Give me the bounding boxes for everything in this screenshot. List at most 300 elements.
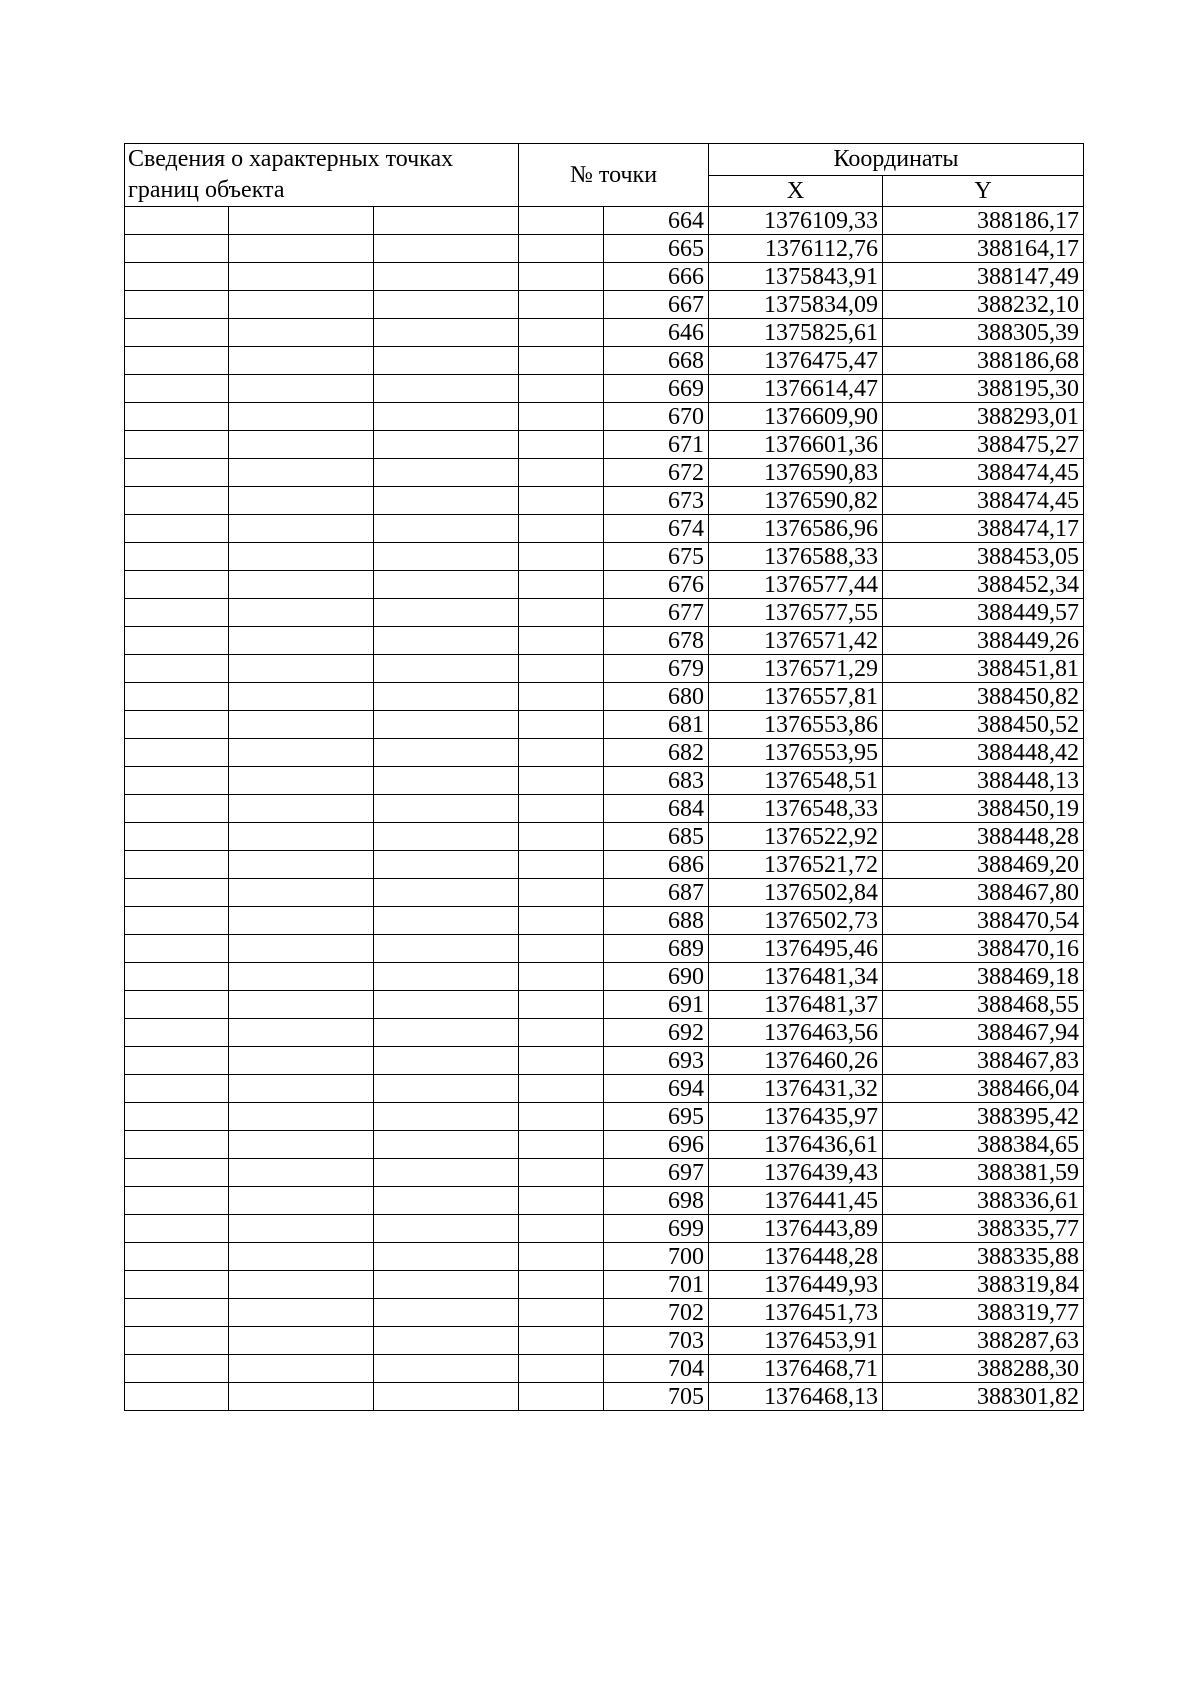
empty-cell <box>229 319 374 347</box>
point-number-cell: 673 <box>604 487 709 515</box>
point-number-cell: 690 <box>604 963 709 991</box>
x-coordinate-cell: 1376571,29 <box>709 655 883 683</box>
empty-cell <box>374 571 519 599</box>
table-row <box>125 263 1084 291</box>
empty-cell <box>374 1327 519 1355</box>
x-coordinate-cell: 1376553,95 <box>709 739 883 767</box>
empty-cell <box>374 795 519 823</box>
point-number-cell: 680 <box>604 683 709 711</box>
y-coordinate-cell: 388147,49 <box>883 263 1084 291</box>
empty-cell <box>229 1215 374 1243</box>
empty-cell <box>125 627 229 655</box>
point-number-cell: 677 <box>604 599 709 627</box>
table-row <box>125 683 1084 711</box>
empty-cell <box>374 1019 519 1047</box>
y-coordinate-cell: 388466,04 <box>883 1075 1084 1103</box>
empty-cell <box>125 1159 229 1187</box>
empty-cell <box>374 1383 519 1411</box>
empty-cell <box>125 879 229 907</box>
empty-cell <box>519 1215 604 1243</box>
table-row <box>125 599 1084 627</box>
empty-cell <box>125 935 229 963</box>
table-row <box>125 935 1084 963</box>
empty-cell <box>374 1075 519 1103</box>
table-row <box>125 347 1084 375</box>
point-number-cell: 702 <box>604 1299 709 1327</box>
coordinates-table <box>124 143 1084 1411</box>
x-coordinate-cell: 1376435,97 <box>709 1103 883 1131</box>
x-coordinate-cell: 1376548,33 <box>709 795 883 823</box>
empty-cell <box>374 1243 519 1271</box>
empty-cell <box>519 1299 604 1327</box>
empty-cell <box>374 991 519 1019</box>
empty-cell <box>519 1075 604 1103</box>
empty-cell <box>125 263 229 291</box>
point-number-cell: 666 <box>604 263 709 291</box>
empty-cell <box>125 1383 229 1411</box>
y-coordinate-cell: 388450,52 <box>883 711 1084 739</box>
empty-cell <box>229 627 374 655</box>
point-number-header: № точки <box>519 144 709 207</box>
empty-cell <box>519 235 604 263</box>
header-row-1 <box>125 144 1084 176</box>
y-coordinate-cell: 388469,20 <box>883 851 1084 879</box>
table-row <box>125 431 1084 459</box>
empty-cell <box>229 711 374 739</box>
empty-cell <box>125 347 229 375</box>
empty-cell <box>519 431 604 459</box>
empty-cell <box>519 879 604 907</box>
empty-cell <box>125 235 229 263</box>
table-row <box>125 795 1084 823</box>
table-row <box>125 543 1084 571</box>
empty-cell <box>125 711 229 739</box>
table-row <box>125 963 1084 991</box>
empty-cell <box>519 347 604 375</box>
x-coordinate-cell: 1376443,89 <box>709 1215 883 1243</box>
point-number-cell: 691 <box>604 991 709 1019</box>
empty-cell <box>374 1159 519 1187</box>
empty-cell <box>374 291 519 319</box>
empty-cell <box>374 1187 519 1215</box>
empty-cell <box>519 291 604 319</box>
y-coordinate-cell: 388469,18 <box>883 963 1084 991</box>
y-coordinate-cell: 388395,42 <box>883 1103 1084 1131</box>
table-row <box>125 767 1084 795</box>
empty-cell <box>229 1103 374 1131</box>
info-header-line1: Сведения о характерных точках <box>128 146 454 172</box>
table-row <box>125 515 1084 543</box>
point-number-cell: 689 <box>604 935 709 963</box>
point-number-cell: 687 <box>604 879 709 907</box>
point-number-cell: 684 <box>604 795 709 823</box>
table-row <box>125 627 1084 655</box>
empty-cell <box>519 907 604 935</box>
point-number-cell: 688 <box>604 907 709 935</box>
empty-cell <box>125 1019 229 1047</box>
empty-cell <box>125 571 229 599</box>
empty-cell <box>125 1103 229 1131</box>
empty-cell <box>125 767 229 795</box>
empty-cell <box>374 767 519 795</box>
empty-cell <box>519 319 604 347</box>
x-coordinate-cell: 1376521,72 <box>709 851 883 879</box>
empty-cell <box>125 1187 229 1215</box>
empty-cell <box>229 571 374 599</box>
empty-cell <box>229 683 374 711</box>
point-number-cell: 700 <box>604 1243 709 1271</box>
table-row <box>125 1383 1084 1411</box>
point-number-cell: 665 <box>604 235 709 263</box>
table-row <box>125 207 1084 235</box>
x-coordinate-cell: 1376448,28 <box>709 1243 883 1271</box>
table-row <box>125 1215 1084 1243</box>
table-row <box>125 1131 1084 1159</box>
x-coordinate-cell: 1376609,90 <box>709 403 883 431</box>
empty-cell <box>519 1327 604 1355</box>
table-row <box>125 1327 1084 1355</box>
empty-cell <box>519 1019 604 1047</box>
empty-cell <box>125 851 229 879</box>
table-row <box>125 1271 1084 1299</box>
y-coordinate-cell: 388164,17 <box>883 235 1084 263</box>
x-coordinate-cell: 1376481,34 <box>709 963 883 991</box>
empty-cell <box>374 487 519 515</box>
point-number-cell: 646 <box>604 319 709 347</box>
y-coordinate-cell: 388474,45 <box>883 459 1084 487</box>
empty-cell <box>374 907 519 935</box>
empty-cell <box>519 543 604 571</box>
x-coordinate-cell: 1376463,56 <box>709 1019 883 1047</box>
empty-cell <box>125 1271 229 1299</box>
empty-cell <box>374 851 519 879</box>
x-coordinate-cell: 1376522,92 <box>709 823 883 851</box>
empty-cell <box>519 963 604 991</box>
x-coordinate-cell: 1376441,45 <box>709 1187 883 1215</box>
empty-cell <box>519 1047 604 1075</box>
point-number-cell: 681 <box>604 711 709 739</box>
y-column-header: Y <box>883 175 1084 207</box>
point-number-cell: 669 <box>604 375 709 403</box>
empty-cell <box>229 291 374 319</box>
y-coordinate-cell: 388305,39 <box>883 319 1084 347</box>
y-coordinate-cell: 388319,84 <box>883 1271 1084 1299</box>
empty-cell <box>374 823 519 851</box>
point-number-cell: 675 <box>604 543 709 571</box>
empty-cell <box>374 207 519 235</box>
point-number-cell: 694 <box>604 1075 709 1103</box>
x-coordinate-cell: 1376590,83 <box>709 459 883 487</box>
empty-cell <box>374 1131 519 1159</box>
x-coordinate-cell: 1376468,13 <box>709 1383 883 1411</box>
empty-cell <box>125 991 229 1019</box>
point-number-cell: 697 <box>604 1159 709 1187</box>
empty-cell <box>519 599 604 627</box>
point-number-cell: 668 <box>604 347 709 375</box>
empty-cell <box>374 655 519 683</box>
empty-cell <box>229 1131 374 1159</box>
y-coordinate-cell: 388448,28 <box>883 823 1084 851</box>
empty-cell <box>374 683 519 711</box>
point-number-cell: 703 <box>604 1327 709 1355</box>
empty-cell <box>519 1383 604 1411</box>
table-row <box>125 235 1084 263</box>
empty-cell <box>374 739 519 767</box>
empty-cell <box>229 1327 374 1355</box>
point-number-cell: 682 <box>604 739 709 767</box>
empty-cell <box>374 627 519 655</box>
empty-cell <box>374 319 519 347</box>
y-coordinate-cell: 388384,65 <box>883 1131 1084 1159</box>
empty-cell <box>229 599 374 627</box>
y-coordinate-cell: 388467,80 <box>883 879 1084 907</box>
y-coordinate-cell: 388288,30 <box>883 1355 1084 1383</box>
empty-cell <box>519 767 604 795</box>
info-header-line2: границ объекта <box>128 177 285 203</box>
empty-cell <box>519 207 604 235</box>
empty-cell <box>229 487 374 515</box>
x-coordinate-cell: 1376451,73 <box>709 1299 883 1327</box>
empty-cell <box>125 431 229 459</box>
empty-cell <box>229 347 374 375</box>
empty-cell <box>519 1159 604 1187</box>
y-coordinate-cell: 388451,81 <box>883 655 1084 683</box>
empty-cell <box>125 1075 229 1103</box>
y-coordinate-cell: 388381,59 <box>883 1159 1084 1187</box>
empty-cell <box>125 599 229 627</box>
x-coordinate-cell: 1376577,55 <box>709 599 883 627</box>
table-row <box>125 823 1084 851</box>
point-number-cell: 701 <box>604 1271 709 1299</box>
empty-cell <box>229 375 374 403</box>
table-row <box>125 1299 1084 1327</box>
coordinates-header: Координаты <box>709 144 1084 176</box>
empty-cell <box>229 207 374 235</box>
empty-cell <box>125 683 229 711</box>
x-column-header: X <box>709 175 883 207</box>
y-coordinate-cell: 388450,82 <box>883 683 1084 711</box>
x-coordinate-cell: 1375834,09 <box>709 291 883 319</box>
empty-cell <box>125 823 229 851</box>
x-coordinate-cell: 1376553,86 <box>709 711 883 739</box>
x-coordinate-cell: 1376588,33 <box>709 543 883 571</box>
empty-cell <box>229 1047 374 1075</box>
empty-cell <box>519 711 604 739</box>
empty-cell <box>374 403 519 431</box>
empty-cell <box>374 711 519 739</box>
y-coordinate-cell: 388475,27 <box>883 431 1084 459</box>
empty-cell <box>125 1243 229 1271</box>
empty-cell <box>374 1355 519 1383</box>
empty-cell <box>519 683 604 711</box>
empty-cell <box>374 347 519 375</box>
x-coordinate-cell: 1376571,42 <box>709 627 883 655</box>
empty-cell <box>125 963 229 991</box>
point-number-cell: 683 <box>604 767 709 795</box>
empty-cell <box>519 935 604 963</box>
empty-cell <box>519 1271 604 1299</box>
empty-cell <box>229 767 374 795</box>
empty-cell <box>229 1187 374 1215</box>
empty-cell <box>229 543 374 571</box>
x-coordinate-cell: 1375825,61 <box>709 319 883 347</box>
x-coordinate-cell: 1376449,93 <box>709 1271 883 1299</box>
empty-cell <box>519 1131 604 1159</box>
point-number-cell: 670 <box>604 403 709 431</box>
point-number-cell: 693 <box>604 1047 709 1075</box>
x-coordinate-cell: 1376590,82 <box>709 487 883 515</box>
empty-cell <box>519 1187 604 1215</box>
empty-cell <box>374 599 519 627</box>
x-coordinate-cell: 1376453,91 <box>709 1327 883 1355</box>
empty-cell <box>229 991 374 1019</box>
x-coordinate-cell: 1376460,26 <box>709 1047 883 1075</box>
empty-cell <box>374 1103 519 1131</box>
y-coordinate-cell: 388335,77 <box>883 1215 1084 1243</box>
empty-cell <box>125 795 229 823</box>
point-number-cell: 672 <box>604 459 709 487</box>
x-coordinate-cell: 1376502,73 <box>709 907 883 935</box>
y-coordinate-cell: 388319,77 <box>883 1299 1084 1327</box>
empty-cell <box>229 1019 374 1047</box>
empty-cell <box>374 515 519 543</box>
table-row <box>125 739 1084 767</box>
empty-cell <box>229 235 374 263</box>
empty-cell <box>229 1075 374 1103</box>
empty-cell <box>125 543 229 571</box>
point-number-cell: 678 <box>604 627 709 655</box>
y-coordinate-cell: 388186,68 <box>883 347 1084 375</box>
table-row <box>125 1019 1084 1047</box>
x-coordinate-cell: 1376112,76 <box>709 235 883 263</box>
table-row <box>125 1187 1084 1215</box>
table-row <box>125 991 1084 1019</box>
empty-cell <box>519 795 604 823</box>
x-coordinate-cell: 1376495,46 <box>709 935 883 963</box>
empty-cell <box>519 1355 604 1383</box>
point-number-cell: 704 <box>604 1355 709 1383</box>
empty-cell <box>519 403 604 431</box>
empty-cell <box>125 487 229 515</box>
empty-cell <box>519 1103 604 1131</box>
table-row <box>125 375 1084 403</box>
x-coordinate-cell: 1376431,32 <box>709 1075 883 1103</box>
y-coordinate-cell: 388470,54 <box>883 907 1084 935</box>
table-row <box>125 1355 1084 1383</box>
table-row <box>125 1047 1084 1075</box>
empty-cell <box>519 515 604 543</box>
empty-cell <box>229 1159 374 1187</box>
x-coordinate-cell: 1376614,47 <box>709 375 883 403</box>
table-row <box>125 319 1084 347</box>
x-coordinate-cell: 1376468,71 <box>709 1355 883 1383</box>
empty-cell <box>519 991 604 1019</box>
table-row <box>125 1075 1084 1103</box>
point-number-cell: 685 <box>604 823 709 851</box>
y-coordinate-cell: 388232,10 <box>883 291 1084 319</box>
empty-cell <box>125 1299 229 1327</box>
y-coordinate-cell: 388453,05 <box>883 543 1084 571</box>
empty-cell <box>374 235 519 263</box>
y-coordinate-cell: 388195,30 <box>883 375 1084 403</box>
boundary-points-info-header <box>125 144 519 207</box>
empty-cell <box>229 963 374 991</box>
empty-cell <box>229 739 374 767</box>
empty-cell <box>125 907 229 935</box>
empty-cell <box>229 655 374 683</box>
point-number-cell: 667 <box>604 291 709 319</box>
y-coordinate-cell: 388448,13 <box>883 767 1084 795</box>
table-row <box>125 1103 1084 1131</box>
empty-cell <box>125 1215 229 1243</box>
empty-cell <box>125 739 229 767</box>
empty-cell <box>519 739 604 767</box>
table-row <box>125 459 1084 487</box>
y-coordinate-cell: 388474,45 <box>883 487 1084 515</box>
point-number-cell: 671 <box>604 431 709 459</box>
x-coordinate-cell: 1376548,51 <box>709 767 883 795</box>
empty-cell <box>374 375 519 403</box>
empty-cell <box>229 1383 374 1411</box>
empty-cell <box>374 963 519 991</box>
empty-cell <box>229 851 374 879</box>
empty-cell <box>125 1355 229 1383</box>
empty-cell <box>519 571 604 599</box>
empty-cell <box>229 403 374 431</box>
x-coordinate-cell: 1376586,96 <box>709 515 883 543</box>
y-coordinate-cell: 388470,16 <box>883 935 1084 963</box>
empty-cell <box>519 1243 604 1271</box>
empty-cell <box>229 515 374 543</box>
empty-cell <box>519 627 604 655</box>
y-coordinate-cell: 388467,94 <box>883 1019 1084 1047</box>
empty-cell <box>374 263 519 291</box>
empty-cell <box>374 1299 519 1327</box>
empty-cell <box>229 935 374 963</box>
y-coordinate-cell: 388287,63 <box>883 1327 1084 1355</box>
point-number-cell: 676 <box>604 571 709 599</box>
x-coordinate-cell: 1376439,43 <box>709 1159 883 1187</box>
table-row <box>125 655 1084 683</box>
x-coordinate-cell: 1376577,44 <box>709 571 883 599</box>
x-coordinate-cell: 1376109,33 <box>709 207 883 235</box>
y-coordinate-cell: 388335,88 <box>883 1243 1084 1271</box>
empty-cell <box>519 459 604 487</box>
empty-cell <box>125 291 229 319</box>
empty-cell <box>229 431 374 459</box>
empty-cell <box>374 1271 519 1299</box>
empty-cell <box>374 459 519 487</box>
point-number-cell: 698 <box>604 1187 709 1215</box>
table-row <box>125 851 1084 879</box>
empty-cell <box>519 823 604 851</box>
table-row <box>125 571 1084 599</box>
x-coordinate-cell: 1376475,47 <box>709 347 883 375</box>
y-coordinate-cell: 388186,17 <box>883 207 1084 235</box>
empty-cell <box>125 459 229 487</box>
point-number-cell: 705 <box>604 1383 709 1411</box>
y-coordinate-cell: 388452,34 <box>883 571 1084 599</box>
empty-cell <box>374 879 519 907</box>
empty-cell <box>519 375 604 403</box>
empty-cell <box>374 1047 519 1075</box>
table-body <box>125 144 1084 1411</box>
y-coordinate-cell: 388293,01 <box>883 403 1084 431</box>
x-coordinate-cell: 1376481,37 <box>709 991 883 1019</box>
table-row <box>125 487 1084 515</box>
empty-cell <box>125 515 229 543</box>
point-number-cell: 679 <box>604 655 709 683</box>
